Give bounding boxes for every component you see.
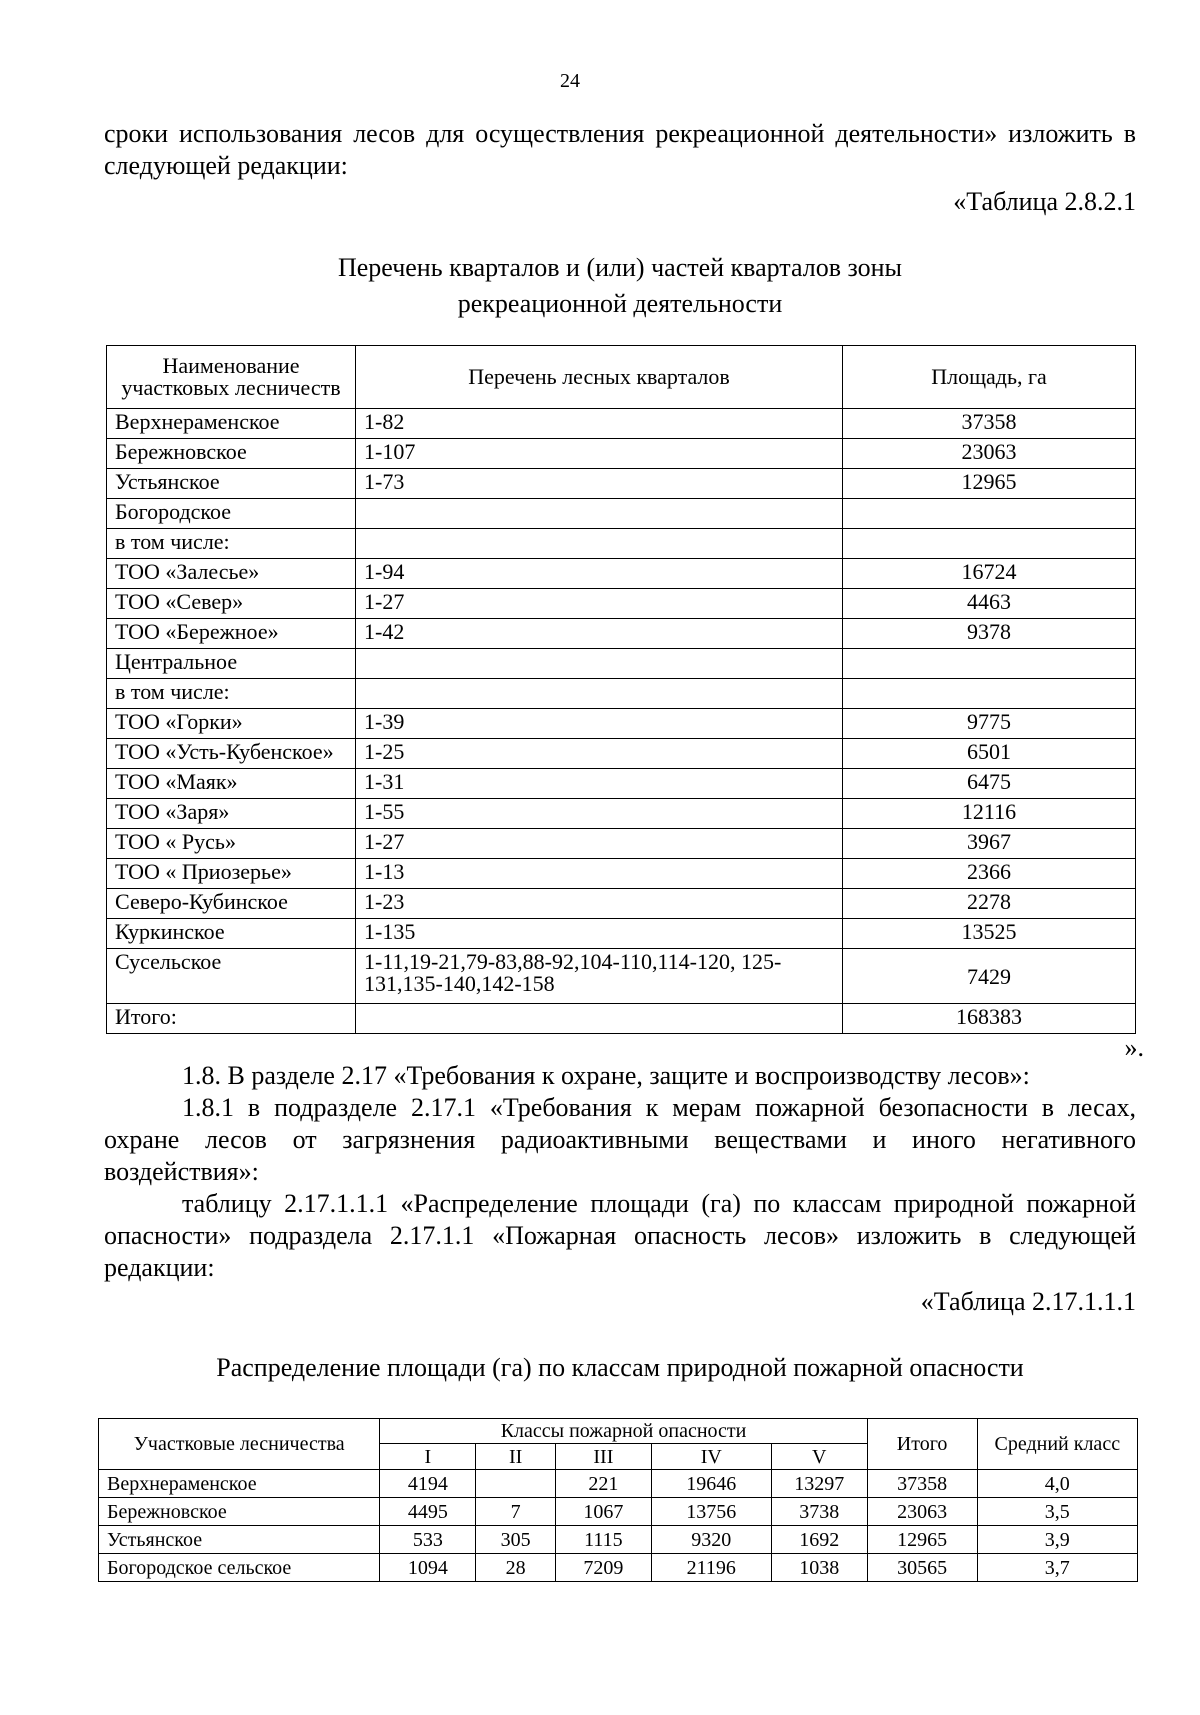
forestry-name-cell: Богородское сельское <box>99 1554 380 1582</box>
area-cell: 3967 <box>843 829 1136 859</box>
column-header-forestry: Участковые лесничества <box>99 1419 380 1470</box>
quarters-cell: 1-11,19-21,79-83,88-92,104-110,114-120, 125-131,135-140,142-158 <box>356 949 843 1004</box>
column-header-average: Средний класс <box>977 1419 1137 1470</box>
table-row <box>107 529 1136 559</box>
quarters-cell <box>356 499 843 529</box>
column-header: Перечень лесных кварталов <box>356 346 843 409</box>
table2-title: Распределение площади (га) по классам природной пожарной опасности <box>216 1353 1024 1382</box>
forestry-name-cell: Итого: <box>107 1004 356 1034</box>
area-cell: 37358 <box>843 409 1136 439</box>
average-class-cell: 3,9 <box>977 1526 1137 1554</box>
quarters-cell <box>356 679 843 709</box>
class-iv-cell: 9320 <box>651 1526 771 1554</box>
class-i-cell: 533 <box>380 1526 476 1554</box>
table-row <box>107 679 1136 709</box>
total-cell: 12965 <box>867 1526 977 1554</box>
area-cell: 23063 <box>843 439 1136 469</box>
forestry-name-cell: Верхнераменское <box>107 409 356 439</box>
class-i-cell: 4194 <box>380 1470 476 1498</box>
class-iv-cell: 19646 <box>651 1470 771 1498</box>
forestry-name-cell: ТОО «Бережное» <box>107 619 356 649</box>
forestry-name-cell: Устьянское <box>99 1526 380 1554</box>
area-cell: 13525 <box>843 919 1136 949</box>
table1-title: Перечень кварталов и (или) частей кварталов зоны рекреационной деятельности <box>337 253 903 318</box>
quarters-cell <box>356 1004 843 1034</box>
class-iv-cell: 21196 <box>651 1554 771 1582</box>
table-row <box>107 619 1136 649</box>
forestry-name-cell: ТОО «Маяк» <box>107 769 356 799</box>
class-iii-cell: 7209 <box>555 1554 651 1582</box>
forestry-name-cell: Центральное <box>107 649 356 679</box>
class-i-cell: 4495 <box>380 1498 476 1526</box>
average-class-cell: 4,0 <box>977 1470 1137 1498</box>
area-cell <box>843 499 1136 529</box>
table-row <box>107 649 1136 679</box>
quarters-cell: 1-25 <box>356 739 843 769</box>
forestry-name-cell: Устьянское <box>107 469 356 499</box>
area-cell: 16724 <box>843 559 1136 589</box>
table-row <box>107 919 1136 949</box>
section-1-8: 1.8. В разделе 2.17 «Требования к охране, защите и воспроизводству лесов»: <box>182 1061 1030 1090</box>
table-row <box>107 859 1136 889</box>
forestry-name-cell: Сусельское <box>107 949 356 1004</box>
table2-label: «Таблица 2.17.1.1.1 <box>920 1287 1136 1316</box>
quarters-table <box>106 345 1136 1034</box>
class-header: V <box>771 1444 867 1470</box>
forestry-name-cell: Богородское <box>107 499 356 529</box>
class-iv-cell: 13756 <box>651 1498 771 1526</box>
quarters-cell: 1-27 <box>356 589 843 619</box>
class-ii-cell <box>476 1470 556 1498</box>
class-header: IV <box>651 1444 771 1470</box>
forestry-name-cell: ТОО «Заря» <box>107 799 356 829</box>
area-cell: 7429 <box>843 949 1136 1004</box>
table-row <box>107 559 1136 589</box>
quarters-cell: 1-55 <box>356 799 843 829</box>
quarters-cell: 1-82 <box>356 409 843 439</box>
forestry-name-cell: Куркинское <box>107 919 356 949</box>
area-cell <box>843 679 1136 709</box>
table-row <box>107 889 1136 919</box>
quarters-cell: 1-107 <box>356 439 843 469</box>
table-header-row <box>99 1419 1138 1444</box>
table-row <box>107 949 1136 1004</box>
quarters-cell: 1-13 <box>356 859 843 889</box>
quarters-cell <box>356 529 843 559</box>
forestry-name-cell: ТОО « Приозерье» <box>107 859 356 889</box>
forestry-name-cell: ТОО «Горки» <box>107 709 356 739</box>
forestry-name-cell: Бережновское <box>107 439 356 469</box>
quarters-cell: 1-31 <box>356 769 843 799</box>
class-iii-cell: 1067 <box>555 1498 651 1526</box>
class-ii-cell: 7 <box>476 1498 556 1526</box>
forestry-name-cell: ТОО «Залесье» <box>107 559 356 589</box>
quarters-cell: 1-39 <box>356 709 843 739</box>
quarters-cell: 1-42 <box>356 619 843 649</box>
quarters-cell: 1-135 <box>356 919 843 949</box>
area-cell: 12116 <box>843 799 1136 829</box>
section-1-8-1: 1.8.1 в подразделе 2.17.1 «Требования к мерам пожарной безопасности в лесах, охране лесов от загрязнения радиоактивными веществами и иного негативного воздействия»: <box>104 1093 1136 1186</box>
table-row <box>107 799 1136 829</box>
table-row <box>99 1526 1138 1554</box>
intro-paragraph: сроки использования лесов для осуществления рекреационной деятельности» изложить в следующей редакции: <box>104 119 1136 180</box>
table1-label: «Таблица 2.8.2.1 <box>953 187 1136 216</box>
table-row <box>107 739 1136 769</box>
area-cell: 168383 <box>843 1004 1136 1034</box>
area-cell: 12965 <box>843 469 1136 499</box>
table-row <box>107 709 1136 739</box>
table-row <box>107 439 1136 469</box>
forestry-name-cell: в том числе: <box>107 529 356 559</box>
table-row <box>107 409 1136 439</box>
class-v-cell: 1038 <box>771 1554 867 1582</box>
class-v-cell: 1692 <box>771 1526 867 1554</box>
area-cell: 6475 <box>843 769 1136 799</box>
area-cell: 2278 <box>843 889 1136 919</box>
class-iii-cell: 1115 <box>555 1526 651 1554</box>
average-class-cell: 3,7 <box>977 1554 1137 1582</box>
area-cell <box>843 649 1136 679</box>
area-cell: 9775 <box>843 709 1136 739</box>
forestry-name-cell: ТОО «Север» <box>107 589 356 619</box>
class-header: III <box>555 1444 651 1470</box>
table-row <box>107 1004 1136 1034</box>
class-i-cell: 1094 <box>380 1554 476 1582</box>
column-header-classes: Классы пожарной опасности <box>380 1419 867 1444</box>
class-v-cell: 13297 <box>771 1470 867 1498</box>
average-class-cell: 3,5 <box>977 1498 1137 1526</box>
page-number: 24 <box>560 70 580 92</box>
forestry-name-cell: Бережновское <box>99 1498 380 1526</box>
table-row <box>107 769 1136 799</box>
quarters-cell: 1-73 <box>356 469 843 499</box>
area-cell: 9378 <box>843 619 1136 649</box>
quarters-cell: 1-27 <box>356 829 843 859</box>
fire-classes-table <box>98 1418 1138 1582</box>
table-row <box>99 1470 1138 1498</box>
table-header-row <box>107 346 1136 409</box>
forestry-name-cell: ТОО «Усть-Кубенское» <box>107 739 356 769</box>
table-row <box>99 1498 1138 1526</box>
class-iii-cell: 221 <box>555 1470 651 1498</box>
class-header: II <box>476 1444 556 1470</box>
class-ii-cell: 28 <box>476 1554 556 1582</box>
class-ii-cell: 305 <box>476 1526 556 1554</box>
total-cell: 23063 <box>867 1498 977 1526</box>
area-cell: 4463 <box>843 589 1136 619</box>
forestry-name-cell: Северо-Кубинское <box>107 889 356 919</box>
column-header: Площадь, га <box>843 346 1136 409</box>
quarters-cell: 1-94 <box>356 559 843 589</box>
column-header-total: Итого <box>867 1419 977 1470</box>
forestry-name-cell: в том числе: <box>107 679 356 709</box>
class-header: I <box>380 1444 476 1470</box>
area-cell: 2366 <box>843 859 1136 889</box>
section-table-paragraph: таблицу 2.17.1.1.1 «Распределение площади (га) по классам природной пожарной опасности» подраздела 2.17.1.1 «Пожарная опасность лесов» изложить в следующей редакции: <box>104 1189 1136 1282</box>
class-v-cell: 3738 <box>771 1498 867 1526</box>
table-row <box>107 829 1136 859</box>
table-row <box>107 499 1136 529</box>
table1-close-quote: ». <box>1124 1033 1144 1062</box>
total-cell: 37358 <box>867 1470 977 1498</box>
forestry-name-cell: Верхнераменское <box>99 1470 380 1498</box>
table-row <box>107 469 1136 499</box>
area-cell: 6501 <box>843 739 1136 769</box>
quarters-cell <box>356 649 843 679</box>
total-cell: 30565 <box>867 1554 977 1582</box>
table-row <box>99 1554 1138 1582</box>
column-header: Наименование участковых лесничеств <box>107 346 356 409</box>
table-row <box>107 589 1136 619</box>
area-cell <box>843 529 1136 559</box>
forestry-name-cell: ТОО « Русь» <box>107 829 356 859</box>
quarters-cell: 1-23 <box>356 889 843 919</box>
